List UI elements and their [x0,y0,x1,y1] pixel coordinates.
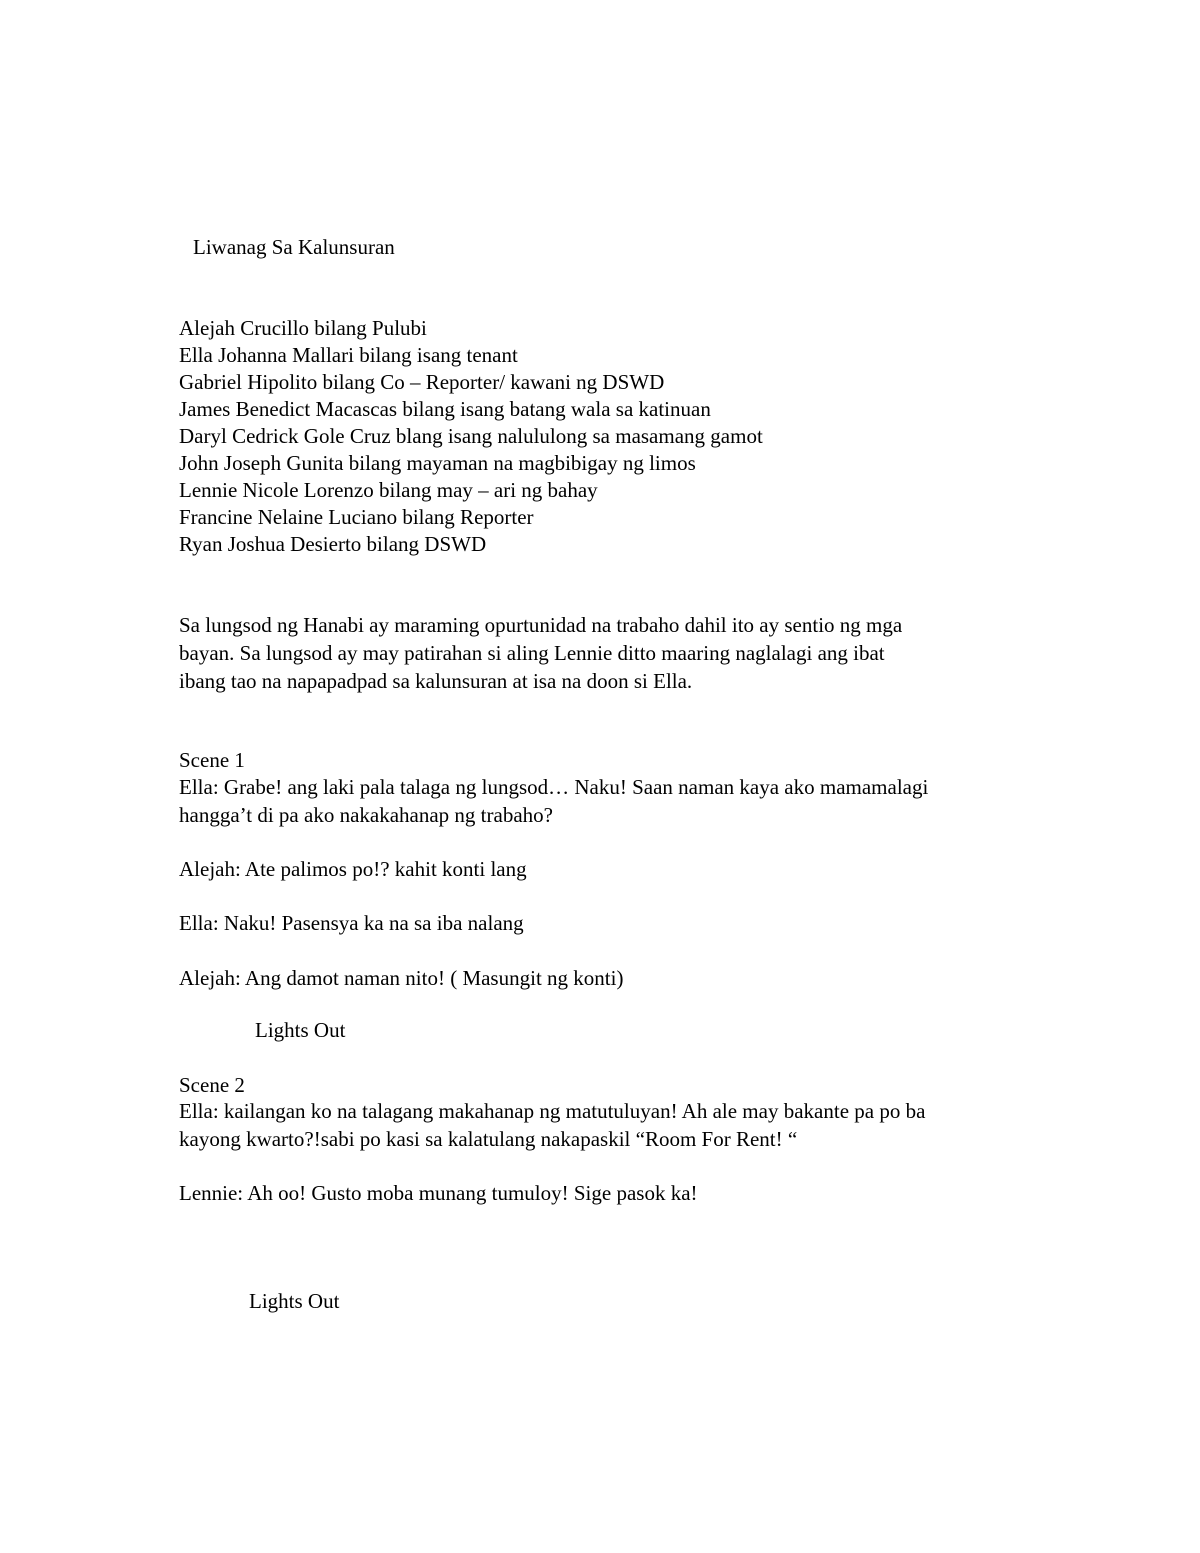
cast-line: Ryan Joshua Desierto bilang DSWD [179,532,487,556]
stage-direction: Lights Out [255,1018,346,1042]
cast-line: James Benedict Macascas bilang isang batang wala sa katinuan [179,397,711,421]
dialogue-line: kayong kwarto?!sabi po kasi sa kalatulang nakapaskil “Room For Rent! “ [179,1127,798,1151]
cast-line: Lennie Nicole Lorenzo bilang may – ari ng bahay [179,478,598,502]
dialogue-line: Ella: Grabe! ang laki pala talaga ng lungsod… Naku! Saan naman kaya ako mamamalagi [179,775,929,799]
intro-line: ibang tao na napapadpad sa kalunsuran at isa na doon si Ella. [179,669,693,693]
play-title: Liwanag Sa Kalunsuran [193,235,395,259]
dialogue-line: Lennie: Ah oo! Gusto moba munang tumuloy! Sige pasok ka! [179,1181,698,1205]
dialogue-line: Ella: Naku! Pasensya ka na sa iba nalang [179,911,524,935]
scene2-heading: Scene 2 [179,1073,245,1097]
intro-line: Sa lungsod ng Hanabi ay maraming opurtunidad na trabaho dahil ito ay sentio ng mga [179,613,903,637]
cast-line: Gabriel Hipolito bilang Co – Reporter/ kawani ng DSWD [179,370,665,394]
cast-line: Daryl Cedrick Gole Cruz blang isang nalululong sa masamang gamot [179,424,763,448]
cast-line: Ella Johanna Mallari bilang isang tenant [179,343,518,367]
dialogue-line: hangga’t di pa ako nakakahanap ng trabaho? [179,803,553,827]
dialogue-line: Alejah: Ang damot naman nito! ( Masungit ng konti) [179,966,624,990]
cast-line: Alejah Crucillo bilang Pulubi [179,316,427,340]
scene1-heading: Scene 1 [179,748,245,772]
cast-line: Francine Nelaine Luciano bilang Reporter [179,505,534,529]
dialogue-line: Alejah: Ate palimos po!? kahit konti lang [179,857,527,881]
dialogue-line: Ella: kailangan ko na talagang makahanap ng matutuluyan! Ah ale may bakante pa po ba [179,1099,926,1123]
cast-line: John Joseph Gunita bilang mayaman na magbibigay ng limos [179,451,696,475]
stage-direction: Lights Out [249,1289,340,1313]
intro-line: bayan. Sa lungsod ay may patirahan si aling Lennie ditto maaring naglalagi ang ibat [179,641,885,665]
